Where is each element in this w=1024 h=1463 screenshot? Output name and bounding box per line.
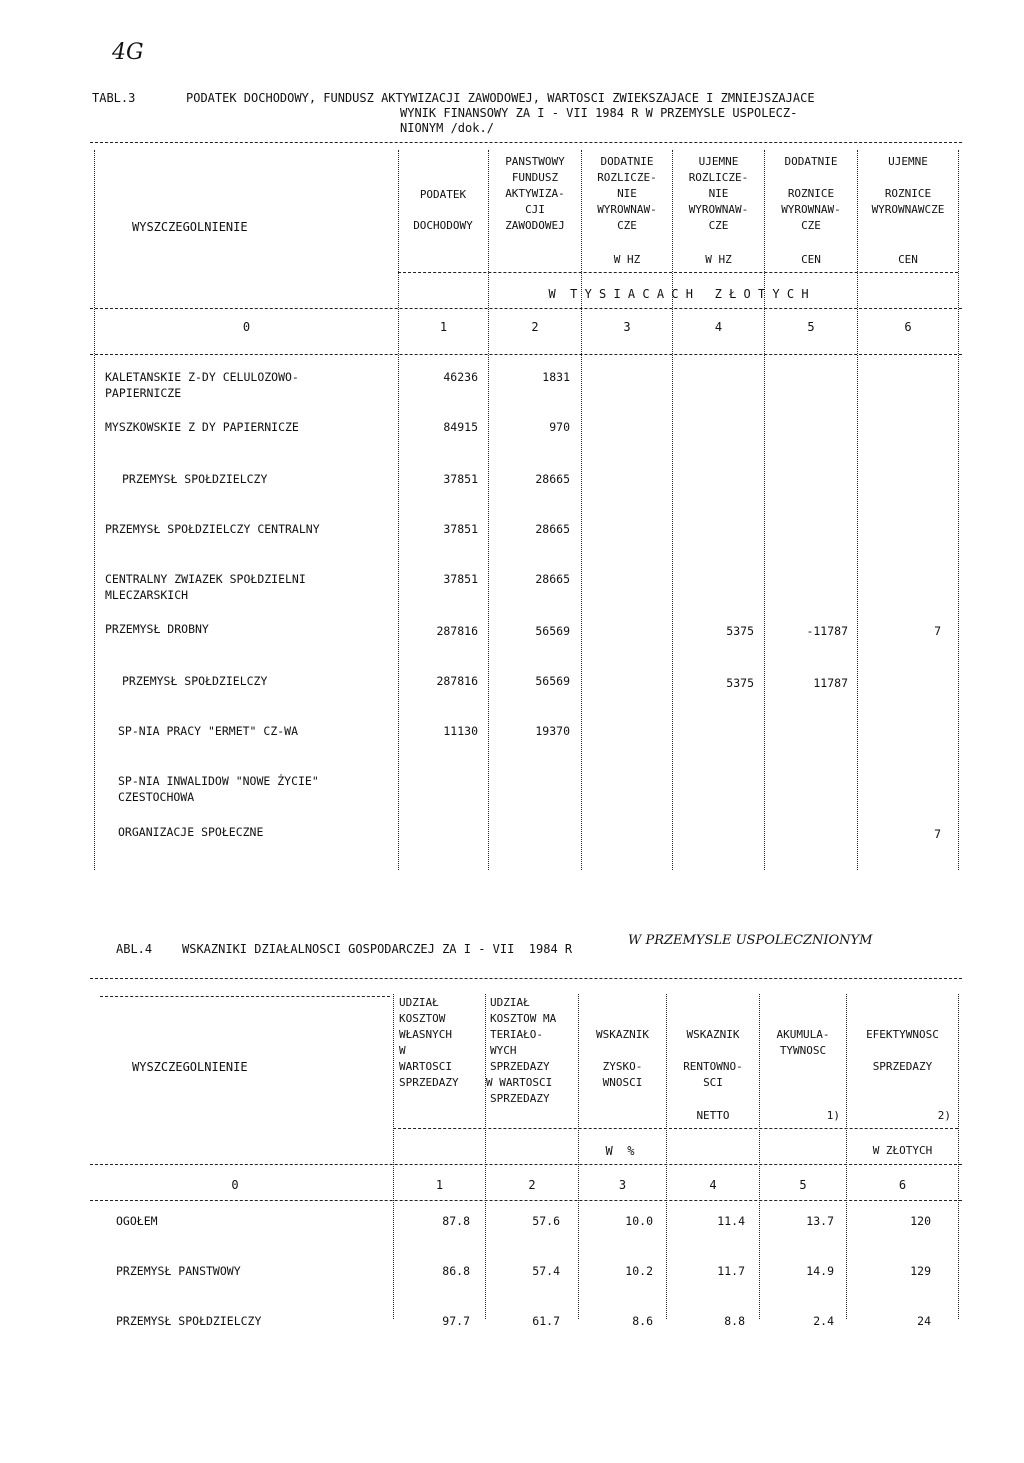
table-4-cell: 120 [910, 1214, 931, 1228]
table-4-header-col1-l6: SPRZEDAZY [399, 1076, 459, 1089]
table-4-cell: 57.6 [532, 1214, 560, 1228]
table-4-header-col2-l3: TERIAŁO- [490, 1028, 543, 1041]
table-3-cell: 7 [934, 624, 941, 638]
table-3-cell: 11787 [813, 676, 848, 690]
table-4-header-col3-l2: WSKAZNIK [596, 1028, 649, 1041]
table-3-header-col2-l3: AKTYWIZA- [505, 187, 565, 200]
table-3-cell: 37851 [443, 522, 478, 536]
table-3-cell: 7 [934, 827, 941, 841]
table-3-row-name: PRZEMYSŁ DROBNY [105, 622, 209, 636]
table-4-cell: 129 [910, 1264, 931, 1278]
table-3-row-name: KALETANSKIE Z-DY CELULOZOWO- [105, 370, 299, 384]
table-4-row-name: PRZEMYSŁ PANSTWOWY [116, 1264, 241, 1278]
table-4-cell: 87.8 [442, 1214, 470, 1228]
table-3-colnum-5: 5 [807, 320, 815, 334]
table-3-cell: 37851 [443, 572, 478, 586]
table-3-header-col5-l3: ROZNICE [787, 187, 835, 200]
table-3-header-col1-l4: DOCHODOWY [413, 219, 473, 232]
table-4-header-col5-l3: TYWNOSC [779, 1044, 827, 1057]
table-3-cell: 970 [549, 420, 570, 434]
table-3-header-col4-l1: UJEMNE [698, 155, 739, 168]
table-3-row-name-cont: PAPIERNICZE [105, 386, 182, 400]
table-4-header-col2-l4: WYCH [490, 1044, 517, 1057]
table-3-row-name: PRZEMYSŁ SPOŁDZIELCZY CENTRALNY [105, 522, 320, 536]
table-3-row-name: ORGANIZACJE SPOŁECZNE [118, 825, 264, 839]
table-3-cell: 56569 [535, 674, 570, 688]
table-3-header-col0: WYSZCZEGOLNIENIE [132, 220, 248, 234]
table-3-unit-col6: CEN [898, 253, 918, 266]
table-3-header-col2-l2: FUNDUSZ [511, 171, 559, 184]
table-4-header-col2-l7: SPRZEDAZY [490, 1092, 550, 1105]
table-4-header-col4-l7: NETTO [696, 1109, 730, 1122]
table-4-header-col2-l6: W WARTOSCI [486, 1076, 553, 1089]
table-4-header-col3-l4: ZYSKO- [602, 1060, 643, 1073]
table-3-header-col3-l3: NIE [617, 187, 637, 200]
table-3-row-name: PRZEMYSŁ SPOŁDZIELCZY [122, 674, 268, 688]
table-3-colnum-4: 4 [714, 320, 723, 334]
table-4-header-col4-l5: SCI [703, 1076, 723, 1089]
table-4-colnum-2: 2 [528, 1178, 536, 1192]
table-4-colnum-4: 4 [709, 1178, 717, 1192]
table-3-row-name-cont: CZESTOCHOWA [118, 790, 195, 804]
table-3-header-col2-l1: PANSTWOWY [505, 155, 565, 168]
table-3-header-col2-l4: CJI [525, 203, 545, 216]
table-3-cell: -11787 [806, 624, 848, 638]
table-3-header-col6-l1: UJEMNE [888, 155, 928, 168]
table-4-cell: 11.4 [717, 1214, 745, 1228]
table-4-cell: 86.8 [442, 1264, 470, 1278]
table-3-colnum-3: 3 [623, 320, 631, 334]
table-3-header-col3-l4: WYROWNAW- [597, 203, 657, 216]
table-3-row-name: SP-NIA PRACY "ERMET" CZ-WA [118, 724, 299, 738]
table-3-unit-col5: CEN [801, 253, 821, 266]
table-3-cell: 28665 [535, 522, 570, 536]
table-4-row-name: OGOŁEM [116, 1214, 158, 1228]
table-3-header-col3-l1: DODATNIE [600, 155, 654, 168]
table-3-cell: 28665 [535, 472, 570, 486]
table-3-unit-col4: W HZ [705, 253, 732, 266]
table-3-colnum-1: 1 [439, 320, 448, 334]
table-3-row-name: PRZEMYSŁ SPOŁDZIELCZY [122, 472, 268, 486]
table-4-cell: 57.4 [532, 1264, 560, 1278]
table-4-header-col2-l2: KOSZTOW MA [490, 1012, 557, 1025]
table-3-row-name: CENTRALNY ZWIAZEK SPOŁDZIELNI [105, 572, 306, 586]
table-4-label: ABL.4 [116, 942, 153, 956]
table-3-title-line-1: PODATEK DOCHODOWY, FUNDUSZ AKTYWIZACJI ZAWODOWEJ, WARTOSCI ZWIEKSZAJACE I ZMNIEJSZAJACE [186, 91, 815, 105]
table-3-header-col4-l5: CZE [708, 219, 729, 232]
table-4-header-col1-l2: KOSZTOW [399, 1012, 446, 1025]
table-4-cell: 24 [917, 1314, 931, 1328]
table-4-cell: 97.7 [442, 1314, 470, 1328]
table-3-title-line-2: WYNIK FINANSOWY ZA I - VII 1984 R W PRZEMYSLE USPOLECZ- [400, 106, 798, 120]
page-number: 4G [112, 40, 144, 65]
table-4-cell: 10.0 [625, 1214, 653, 1228]
table-3-row-name-cont: MLECZARSKICH [105, 588, 189, 602]
table-3-header-col3-l5: CZE [617, 219, 637, 232]
table-4-cell: 14.9 [806, 1264, 834, 1278]
table-4-cell: 61.7 [532, 1314, 560, 1328]
table-3-cell: 46236 [443, 370, 478, 384]
table-4-header-col1-l1: UDZIAŁ [399, 996, 439, 1009]
table-3-header-col5-l1: DODATNIE [784, 155, 838, 168]
table-3-header-col4-l2: ROZLICZE- [688, 171, 749, 184]
table-4-header-col1-l3: WŁASNYCH [399, 1028, 452, 1041]
table-4-colnum-5: 5 [799, 1178, 807, 1192]
table-4-cell: 13.7 [806, 1214, 834, 1228]
table-3-header-col2-l5: ZAWODOWEJ [505, 219, 565, 232]
table-4-unit-zl: W ZŁOTYCH [872, 1144, 933, 1157]
table-3-colnum-6: 6 [904, 320, 912, 334]
table-4-header-col6-l6: 2) [937, 1109, 951, 1122]
table-4-header-col1-l4: W [399, 1044, 406, 1057]
table-3-title-line-3: NIONYM /dok./ [400, 121, 494, 135]
table-4-header-col5-l6: 1) [826, 1109, 840, 1122]
table-3-header-col6-l4: WYROWNAWCZE [871, 203, 945, 216]
table-4-title-suffix: W PRZEMYSLE USPOLECZNIONYM [628, 933, 873, 948]
table-3-cell: 1831 [542, 370, 570, 384]
table-4-header-col2-l5: SPRZEDAZY [490, 1060, 550, 1073]
table-3-header-col5-l5: CZE [801, 219, 821, 232]
table-3-cell: 28665 [535, 572, 570, 586]
table-3-header-col1: PODATEK [419, 188, 467, 201]
table-3-header-col3-l2: ROZLICZE- [597, 171, 657, 184]
table-3-header-col6-l3: ROZNICE [884, 187, 932, 200]
table-3-label: TABL.3 [92, 91, 136, 105]
table-3-header-col5-l4: WYROWNAW- [781, 203, 841, 216]
table-4-cell: 10.2 [625, 1264, 653, 1278]
table-4-header-col6-l2: EFEKTYWNOSC [866, 1028, 939, 1041]
table-3-cell: 56569 [535, 624, 570, 638]
table-4-header-col4-l4: RENTOWNO- [683, 1060, 743, 1073]
table-4-colnum-0: 0 [231, 1178, 239, 1192]
table-3-cell: 5375 [726, 624, 754, 638]
table-4-colnum-1: 1 [435, 1178, 444, 1192]
table-4-header-col3-l5: WNOSCI [602, 1076, 643, 1089]
table-3-colnum-0: 0 [242, 320, 251, 334]
table-4-header-col4-l2: WSKAZNIK [686, 1028, 740, 1041]
table-3-unit-main: W T Y S I A C A C H Z Ł O T Y C H [548, 287, 809, 301]
table-4-colnum-6: 6 [898, 1178, 907, 1192]
table-4-unit-pct: W % [605, 1144, 635, 1158]
table-4-header-col0: WYSZCZEGOLNIENIE [132, 1060, 248, 1074]
table-4-colnum-3: 3 [618, 1178, 627, 1192]
table-3-row-name: MYSZKOWSKIE Z DY PAPIERNICZE [105, 420, 299, 434]
table-3-unit-col3: W HZ [613, 253, 641, 266]
table-3-cell: 84915 [443, 420, 478, 434]
table-3-header-col4-l4: WYROWNAW- [688, 203, 749, 216]
table-4-header-col1-l5: WARTOSCI [399, 1060, 452, 1073]
table-4-header-col5-l2: AKUMULA- [776, 1028, 830, 1041]
table-4-header-col2-l1: UDZIAŁ [490, 996, 530, 1009]
table-4-cell: 8.6 [632, 1314, 653, 1328]
table-4-row-name: PRZEMYSŁ SPOŁDZIELCZY [116, 1314, 262, 1328]
table-3-row-name: SP-NIA INWALIDOW "NOWE ŻYCIE" [118, 774, 319, 788]
table-4-cell: 2.4 [813, 1314, 834, 1328]
table-3-cell: 19370 [535, 724, 570, 738]
table-3-cell: 5375 [726, 676, 754, 690]
table-3-cell: 287816 [436, 674, 478, 688]
table-3-cell: 37851 [443, 472, 478, 486]
table-3-colnum-2: 2 [531, 320, 539, 334]
table-3-cell: 287816 [436, 624, 478, 638]
table-4-title: WSKAZNIKI DZIAŁALNOSCI GOSPODARCZEJ ZA I - VII 1984 R [182, 942, 573, 956]
table-3-cell: 11130 [443, 724, 478, 738]
table-4-cell: 8.8 [724, 1314, 745, 1328]
table-4-cell: 11.7 [717, 1264, 745, 1278]
table-4-header-col6-l4: SPRZEDAZY [872, 1060, 933, 1073]
table-3-header-col4-l3: NIE [708, 187, 729, 200]
